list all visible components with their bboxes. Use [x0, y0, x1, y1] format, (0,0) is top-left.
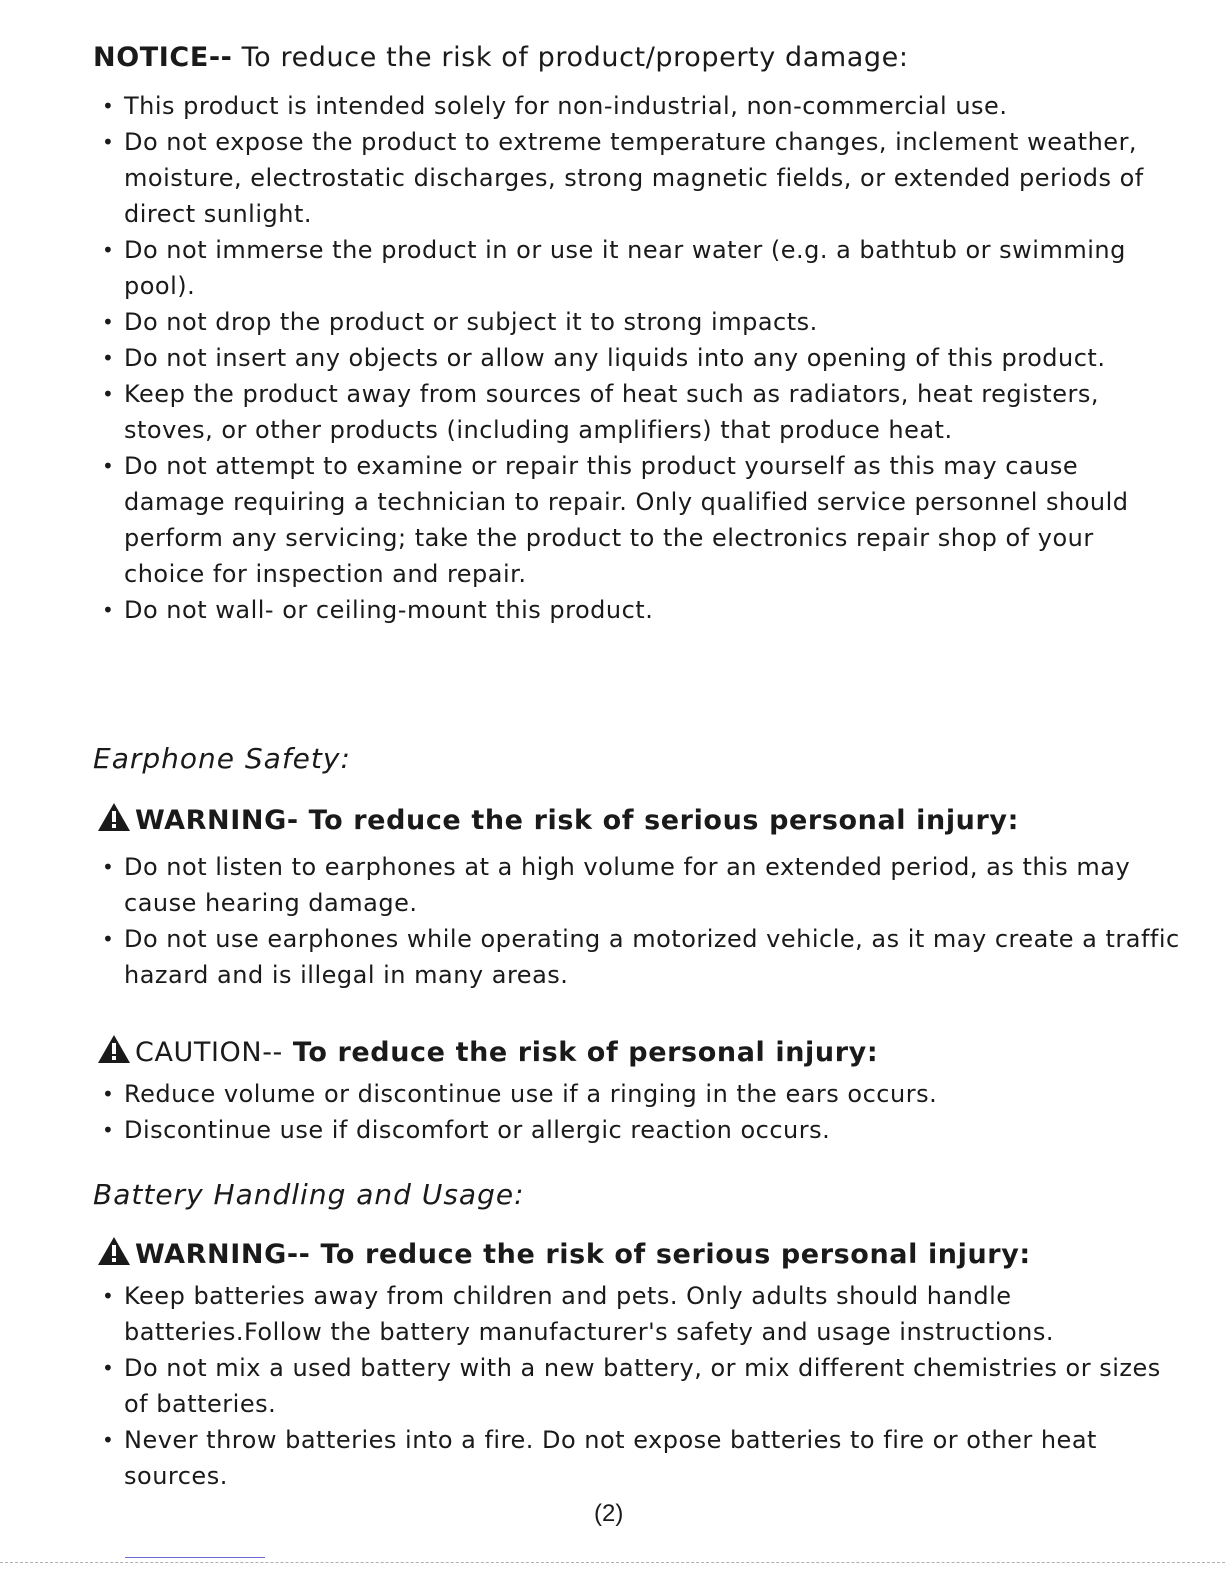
- warning-triangle-icon: [97, 1034, 131, 1064]
- battery-warning-label: WARNING--: [135, 1239, 311, 1270]
- notice-heading-text: To reduce the risk of product/property damage:: [232, 42, 909, 73]
- notice-list: [100, 88, 1180, 628]
- list-item: • Do not attempt to examine or repair this product yourself as this may cause damage requiring a technician to repair. Only qualified service personnel should perform any servicing; take the product to the electronics repair shop of your choice for inspection and repair.: [102, 452, 1129, 588]
- warning-triangle-icon: [97, 1236, 131, 1266]
- page-number: (2): [594, 1500, 624, 1527]
- list-item: • Reduce volume or discontinue use if a ringing in the ears occurs.: [102, 1080, 938, 1108]
- earphone-warning-list: [100, 849, 1180, 993]
- battery-section-title: Battery Handling and Usage:: [93, 1178, 525, 1211]
- battery-warning-heading: [97, 1236, 1031, 1270]
- list-item: • Do not mix a used battery with a new battery, or mix different chemistries or sizes of batteries.: [102, 1354, 1161, 1418]
- list-item: • Do not immerse the product in or use it near water (e.g. a bathtub or swimming pool).: [102, 236, 1126, 300]
- list-item: • Do not expose the product to extreme temperature changes, inclement weather, moisture, electrostatic discharges, strong magnetic fields, or extended periods of direct sunlight.: [102, 128, 1144, 228]
- earphone-warning-label: WARNING-: [135, 805, 299, 836]
- list-item: • Keep the product away from sources of heat such as radiators, heat registers, stoves, or other products (including amplifiers) that produce heat.: [102, 380, 1099, 444]
- list-item: • Keep batteries away from children and pets. Only adults should handle batteries.Follow the battery manufacturer's safety and usage instructions.: [102, 1282, 1054, 1346]
- earphone-caution-heading: [97, 1034, 878, 1068]
- list-item: • This product is intended solely for non-industrial, non-commercial use.: [102, 92, 1008, 120]
- battery-warning-list: [100, 1278, 1180, 1494]
- earphone-caution-label: CAUTION--: [135, 1037, 283, 1068]
- page-divider-mark: [125, 1557, 265, 1558]
- notice-label: NOTICE--: [93, 42, 233, 73]
- list-item: • Do not insert any objects or allow any liquids into any opening of this product.: [102, 344, 1106, 372]
- earphone-warning-heading: [97, 802, 1019, 836]
- list-item: • Discontinue use if discomfort or allergic reaction occurs.: [102, 1116, 831, 1144]
- battery-warning-text: To reduce the risk of serious personal injury:: [310, 1239, 1031, 1270]
- earphone-caution-list: [100, 1076, 1180, 1148]
- list-item: • Do not listen to earphones at a high volume for an extended period, as this may cause hearing damage.: [102, 853, 1131, 917]
- list-item: • Do not use earphones while operating a motorized vehicle, as it may create a traffic hazard and is illegal in many areas.: [102, 925, 1180, 989]
- notice-heading: [93, 42, 909, 73]
- earphone-caution-text: To reduce the risk of personal injury:: [282, 1037, 879, 1068]
- list-item: • Do not wall- or ceiling-mount this product.: [102, 596, 654, 624]
- list-item: • Never throw batteries into a fire. Do not expose batteries to fire or other heat sources.: [102, 1426, 1097, 1490]
- earphone-section-title: Earphone Safety:: [93, 742, 351, 775]
- warning-triangle-icon: [97, 802, 131, 832]
- page-divider: [0, 1562, 1225, 1563]
- list-item: • Do not drop the product or subject it to strong impacts.: [102, 308, 818, 336]
- earphone-warning-text: To reduce the risk of serious personal injury:: [298, 805, 1020, 836]
